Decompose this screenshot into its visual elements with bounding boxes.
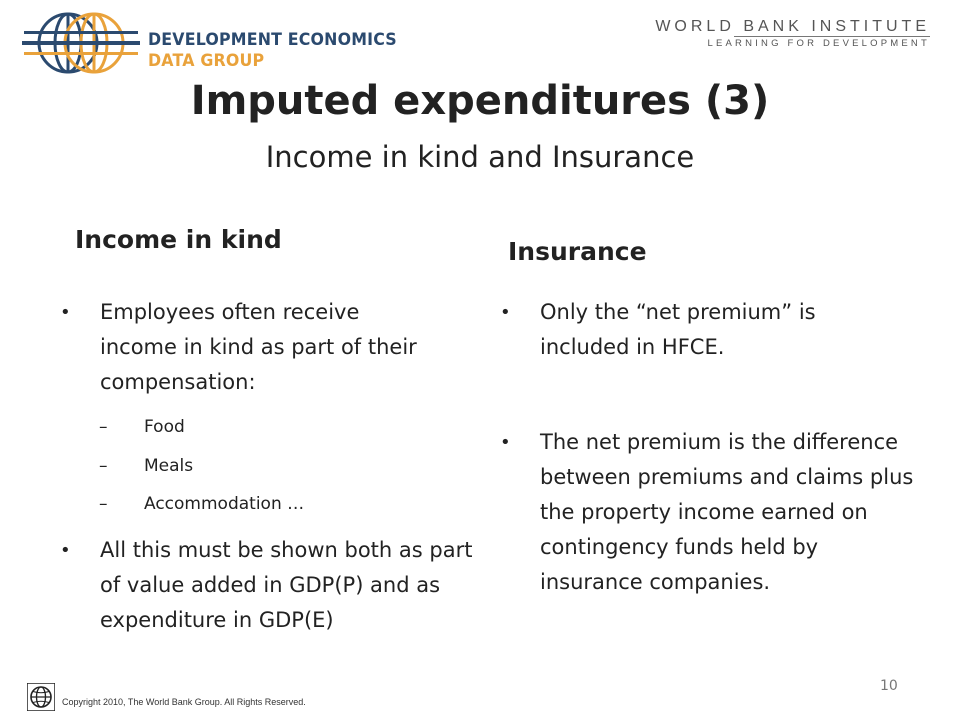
- dash-icon: –: [99, 456, 108, 476]
- income-in-kind-heading: Income in kind: [75, 225, 282, 254]
- sub-item: [99, 416, 185, 438]
- bullet-dot-icon: •: [500, 432, 511, 453]
- dash-icon: –: [99, 417, 108, 437]
- bullet-dot-icon: •: [60, 540, 71, 561]
- bullet-text: Only the “net premium” is included in HFCE.: [540, 300, 816, 359]
- bullet-item: [60, 295, 440, 400]
- insurance-heading: Insurance: [508, 237, 647, 266]
- development-economics-globe-logo: [22, 12, 140, 74]
- logo-text-data-group: DATA GROUP: [148, 51, 265, 71]
- bullet-text: The net premium is the difference between premiums and claims plus the property income earned on contingency funds held by insurance companies.: [540, 430, 914, 594]
- bullet-dot-icon: •: [500, 302, 511, 323]
- bullet-item: [500, 425, 920, 600]
- sub-item-text: Accommodation …: [144, 494, 305, 514]
- bullet-text: All this must be shown both as part of value added in GDP(P) and as expenditure in GDP(E): [100, 538, 473, 632]
- slide-title: Imputed expenditures (3): [190, 78, 770, 124]
- sub-item: [99, 455, 194, 477]
- logo-text-world-bank-institute: WORLD BANK INSTITUTE: [655, 18, 930, 35]
- bullet-text: Employees often receive income in kind as part of their compensation:: [100, 300, 417, 394]
- page-number: 10: [880, 678, 898, 694]
- sub-item-text: Food: [144, 417, 185, 437]
- sub-item: [99, 493, 305, 515]
- slide-subtitle: Income in kind and Insurance: [265, 140, 695, 174]
- dash-icon: –: [99, 494, 108, 514]
- copyright-notice: Copyright 2010, The World Bank Group. All Rights Reserved.: [62, 697, 306, 707]
- logo-divider: [734, 36, 930, 37]
- logo-text-learning-for-development: LEARNING FOR DEVELOPMENT: [707, 38, 930, 49]
- logo-text-development-economics: DEVELOPMENT ECONOMICS: [148, 30, 397, 50]
- bullet-dot-icon: •: [60, 302, 71, 323]
- sub-item-text: Meals: [144, 456, 194, 476]
- bullet-item: [60, 533, 475, 638]
- world-bank-globe-icon: [27, 683, 55, 711]
- bullet-item: [500, 295, 890, 365]
